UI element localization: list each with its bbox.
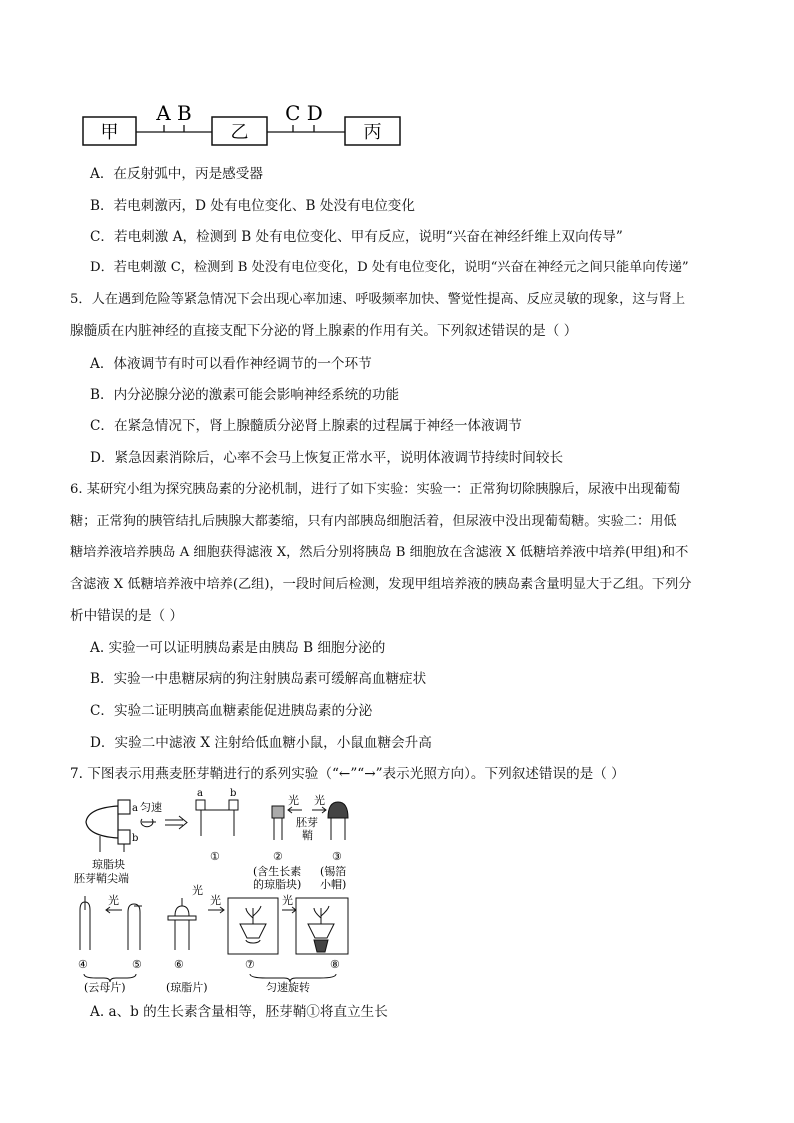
fig-coleoptile-2: 鞘 (302, 829, 313, 842)
q6-stem-line2: 糖；正常狗的胰管结扎后胰腺大都萎缩，只有内部胰岛细胞活着，但尿液中没出现葡萄糖。实验二：用低 (70, 514, 677, 529)
fig-cap2-line1: (含生长素 (253, 865, 302, 878)
q6-stem-line1: 6. 某研究小组为探究胰岛素的分泌机制，进行了如下实验：实验一：正常狗切除胰腺后，尿液中出现葡萄 (70, 482, 681, 497)
label-cd: C D (285, 101, 323, 125)
box-yi-label: 乙 (230, 122, 249, 143)
fig-light-2: 光 (288, 794, 299, 807)
fig-light-8: 光 (282, 894, 293, 907)
fig-number-8: ⑧ (330, 958, 340, 971)
fig-tip: 胚芽鞘尖端 (74, 872, 129, 885)
fig-light-5: 光 (108, 894, 119, 907)
q7-stem: 7. 下图表示用燕麦胚芽鞘进行的系列实验（“←”“→”表示光照方向）。下列叙述错误的是（ ） (70, 766, 625, 782)
fig-number-4: ④ (78, 958, 88, 971)
fig-a-label: a (132, 803, 138, 814)
fig-mica: (云母片) (84, 981, 126, 993)
q4-option-a: A．在反射弧中，丙是感受器 (90, 166, 263, 182)
q4-option-c: C．若电刺激 A，检测到 B 处有电位变化、甲有反应，说明“兴奋在神经纤维上双向传导” (90, 229, 623, 245)
fig-uniform-label: 匀速 (140, 801, 162, 814)
fig-b-label: b (132, 833, 139, 844)
fig-number-2: ② (273, 850, 283, 863)
fig-number-5: ⑤ (132, 958, 142, 971)
q6-stem-line4: 含滤液 X 低糖培养液中培养(乙组)，一段时间后检测，发现甲组培养液的胰岛素含量明显大于乙组。下列分 (70, 577, 692, 592)
fig-light-7: 光 (210, 894, 221, 907)
q5-option-a: A．体液调节有时可以看作神经调节的一个环节 (90, 356, 372, 372)
fig-cap3-line2: 小帽) (320, 878, 347, 891)
q6-stem-line5: 析中错误的是（ ） (70, 608, 184, 624)
fig-number-7: ⑦ (245, 958, 255, 971)
q6-stem-line3: 糖培养液培养胰岛 A 细胞获得滤液 X，然后分别将胰岛 B 细胞放在含滤液 X 低糖培养液中培养(甲组)和不 (70, 545, 689, 560)
fig-number-6: ⑥ (174, 958, 184, 971)
fig-agar-piece: (琼脂片) (166, 981, 208, 993)
fig-light-6: 光 (192, 884, 203, 897)
fig-number-3: ③ (332, 850, 342, 863)
label-ab: A B (156, 101, 192, 125)
q5-option-d: D．紧急因素消除后，心率不会马上恢复正常水平，说明体液调节持续时间较长 (90, 450, 564, 466)
q5-stem-line2: 腺髓质在内脏神经的直接支配下分泌的肾上腺素的作用有关。下列叙述错误的是（ ） (70, 323, 578, 339)
box-bing-label: 丙 (363, 122, 382, 143)
q5-option-c: C．在紧急情况下，肾上腺髓质分泌肾上腺素的过程属于神经一体液调节 (90, 418, 522, 434)
q6-option-d: D．实验二中滤液 X 注射给低血糖小鼠，小鼠血糖会升高 (90, 735, 432, 751)
fig-coleoptile-1: 胚芽 (296, 816, 318, 829)
q4-option-d: D．若电刺激 C，检测到 B 处没有电位变化，D 处有电位变化，说明“兴奋在神经元之间只能单向传递” (90, 260, 689, 275)
q7-option-a: A. a、b 的生长素含量相等，胚芽鞘①将直立生长 (90, 1004, 388, 1020)
q4-option-b: B．若电刺激丙，D 处有电位变化、B 处没有电位变化 (90, 198, 415, 214)
fig-1-b: b (230, 788, 237, 799)
fig-light-3: 光 (314, 794, 325, 807)
fig-rotate: 匀速旋转 (266, 981, 310, 993)
fig-1-a: a (197, 788, 203, 799)
q6-option-b: B．实验一中患糖尿病的狗注射胰岛素可缓解高血糖症状 (90, 671, 427, 687)
q6-option-a: A. 实验一可以证明胰岛素是由胰岛 B 细胞分泌的 (90, 640, 386, 656)
q5-option-b: B．内分泌腺分泌的激素可能会影响神经系统的功能 (90, 387, 400, 403)
fig-agar-block: 琼脂块 (92, 858, 125, 871)
coleoptile-experiment-figure (70, 788, 370, 993)
fig-number-1: ① (210, 850, 220, 863)
q5-stem-line1: 5．人在遇到危险等紧急情况下会出现心率加速、呼吸频率加快、警觉性提高、反应灵敏的现象，这与肾上 (70, 292, 686, 307)
q6-option-c: C．实验二证明胰高血糖素能促进胰岛素的分泌 (90, 703, 373, 719)
fig-cap3-line1: (锡箔 (320, 865, 347, 878)
fig-cap2-line2: 的琼脂块) (253, 878, 302, 891)
box-jia-label: 甲 (100, 122, 119, 143)
reflex-arc-diagram (80, 98, 410, 150)
